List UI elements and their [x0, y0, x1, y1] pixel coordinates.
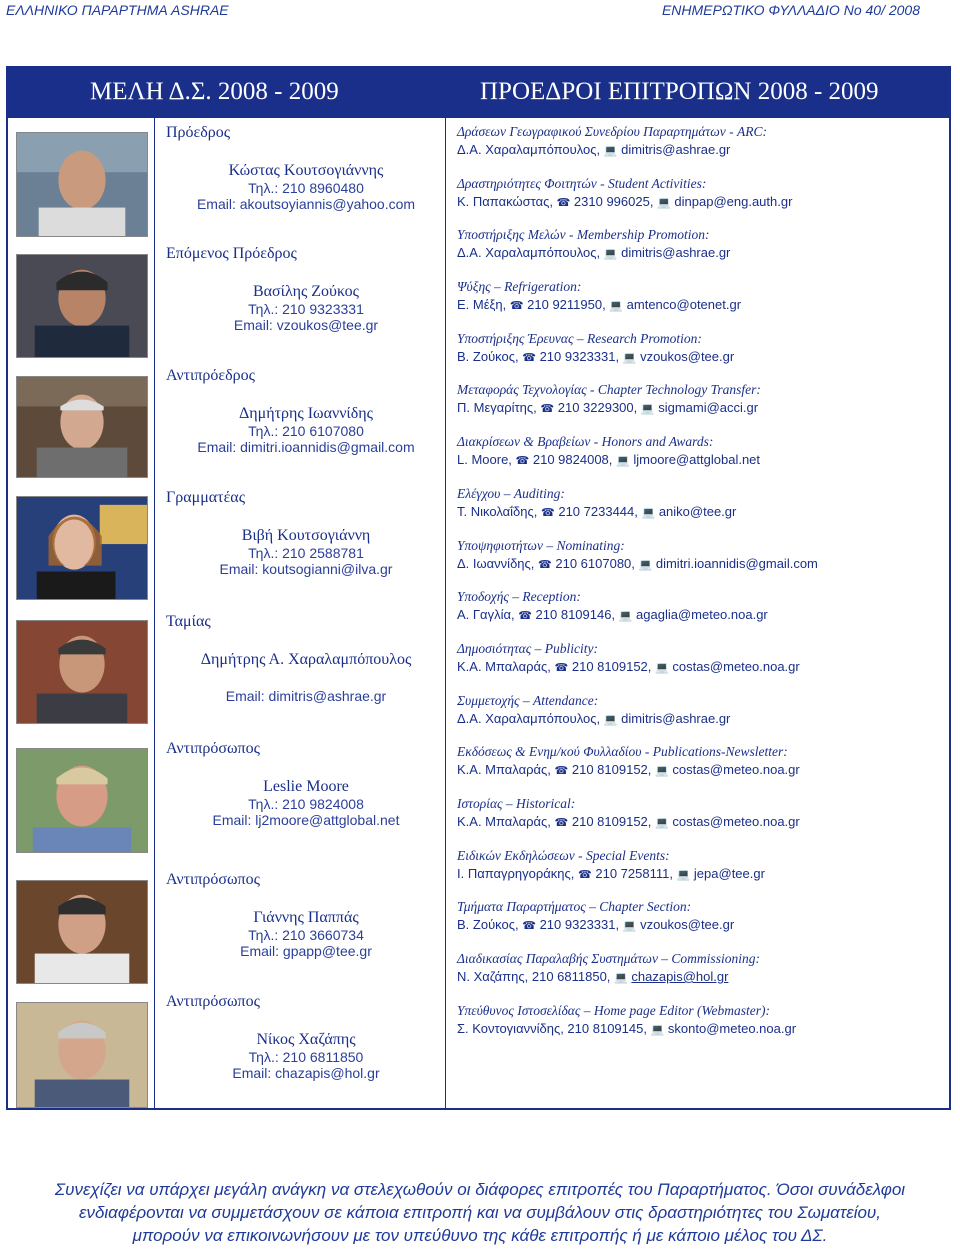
- member-email[interactable]: Email: dimitri.ioannidis@gmail.com: [197, 439, 415, 455]
- committee-email[interactable]: dimitri.ioannidis@gmail.com: [655, 555, 818, 571]
- header-left-text: ΕΛΛΗΝΙΚΟ ΠΑΡΑΡΤΗΜΑ ASHRAE: [6, 2, 229, 18]
- committee-person: Δ.Α. Χαραλαμπόπουλος,: [457, 245, 601, 261]
- footer-note: [0, 1178, 960, 1247]
- member-email[interactable]: Email: akoutsoyiannis@yahoo.com: [196, 196, 416, 212]
- member-phone: Τηλ.: 210 9323331: [248, 301, 364, 317]
- phone-icon: ☎: [509, 299, 524, 313]
- board-title: ΜΕΛΗ Δ.Σ. 2008 - 2009: [90, 78, 339, 105]
- committee-email[interactable]: dimitris@ashrae.gr: [621, 710, 731, 726]
- committee-title: Υποψηφιοτήτων – Nominating:: [457, 537, 625, 553]
- committee-title: Ελέγχου – Auditing:: [457, 485, 565, 501]
- member-name: Βιβή Κουτσογιάννη: [241, 527, 371, 544]
- committee-phone: 210 9323331,: [539, 348, 620, 364]
- committee-item: [457, 589, 947, 641]
- committee-title: Ψύξης – Refrigeration:: [457, 279, 582, 295]
- committee-item: [457, 486, 947, 538]
- computer-icon: 💻: [609, 299, 624, 313]
- committee-title: Υποστήριξης Έρευνας – Research Promotion:: [457, 330, 702, 346]
- computer-icon: 💻: [657, 195, 671, 209]
- phone-icon: ☎: [518, 609, 532, 623]
- committee-title: Υπεύθυνος Ιστοσελίδας – Home page Editor (Webmaster):: [457, 1002, 770, 1018]
- committee-person: Κ. Παπακώστας,: [457, 193, 553, 209]
- computer-icon: 💻: [622, 350, 637, 364]
- computer-icon: 💻: [638, 557, 653, 571]
- committee-phone: 2310 996025,: [573, 193, 654, 209]
- member-photo: [16, 748, 148, 853]
- committee-email[interactable]: jepa@tee.gr: [693, 865, 765, 881]
- committee-column-divider: [445, 118, 446, 1108]
- committee-email[interactable]: ljmoore@attglobal.net: [633, 452, 761, 468]
- phone-icon: ☎: [515, 454, 530, 468]
- footer-line: ενδιαφέρονται να συμμετάσχουν σε κάποια επιτροπή και να συμβάλουν στις δραστηριότητες του Σωματείου,: [78, 1203, 882, 1222]
- committee-person: Κ.Α. Μπαλαράς,: [457, 658, 551, 674]
- member-photo: [16, 496, 148, 600]
- committee-item: [457, 331, 947, 383]
- member-name: Κώστας Κουτσογιάννης: [228, 162, 384, 179]
- computer-icon: 💻: [603, 712, 618, 726]
- phone-icon: ☎: [554, 764, 569, 778]
- committee-title: Ιστορίας – Historical:: [457, 795, 576, 811]
- committee-email[interactable]: aniko@tee.gr: [658, 503, 737, 519]
- member-photo: [16, 620, 148, 724]
- computer-icon: 💻: [655, 764, 669, 778]
- committee-phone: 210 9824008,: [532, 452, 613, 468]
- committee-email[interactable]: dimitris@ashrae.gr: [621, 142, 731, 157]
- computer-icon: 💻: [618, 609, 633, 623]
- committee-phone: 210 8109152,: [571, 658, 652, 674]
- committee-item: [457, 227, 947, 279]
- member-role: Αντιπρόσωπος: [166, 993, 260, 1010]
- committee-email[interactable]: chazapis@hol.gr: [631, 969, 729, 984]
- committee-phone: 210 6107080,: [555, 555, 635, 571]
- member-name: Βασίλης Ζούκος: [252, 283, 360, 300]
- member-role: Πρόεδρος: [166, 124, 231, 141]
- committee-person: Α. Γαγλία,: [457, 607, 515, 623]
- committee-title: Υποδοχής – Reception:: [457, 589, 581, 605]
- committee-title: Ειδικών Εκδηλώσεων - Special Events:: [457, 847, 670, 863]
- committee-person: Κ.Α. Μπαλαράς,: [457, 762, 551, 778]
- committee-person: Β. Ζούκος,: [457, 348, 519, 364]
- committee-person: L. Moore,: [457, 452, 512, 468]
- committee-email[interactable]: costas@meteo.noa.gr: [672, 658, 800, 674]
- committee-item: [457, 279, 947, 331]
- member-photo: [16, 132, 148, 237]
- committee-item: [457, 899, 947, 951]
- phone-icon: ☎: [541, 505, 555, 519]
- committee-phone: 210 7233444,: [558, 503, 638, 519]
- committee-phone: 210 9323331,: [539, 917, 620, 933]
- committee-phone: 210 9211950,: [527, 297, 606, 313]
- computer-icon: 💻: [622, 919, 637, 933]
- member-email[interactable]: Email: dimitris@ashrae.gr: [225, 688, 387, 704]
- title-bar: [8, 68, 949, 118]
- member-phone: Τηλ.: 210 6811850: [248, 1049, 364, 1065]
- committee-email[interactable]: agaglia@meteo.noa.gr: [636, 607, 768, 623]
- committee-person: Ε. Μέξη,: [457, 297, 507, 313]
- member-email[interactable]: Email: lj2moore@attglobal.net: [212, 812, 400, 828]
- committee-title: Συμμετοχής – Attendance:: [457, 692, 599, 708]
- committee-item: [457, 641, 947, 693]
- committee-title: Διαδικασίας Παραλαβής Συστημάτων – Commissioning:: [457, 951, 760, 966]
- member-name: Leslie Moore: [263, 778, 349, 795]
- member-photo: [16, 254, 148, 358]
- computer-icon: 💻: [614, 971, 628, 984]
- committee-email[interactable]: vzoukos@tee.gr: [640, 348, 735, 364]
- committee-item: [457, 1003, 947, 1055]
- phone-icon: ☎: [538, 557, 552, 571]
- committee-item: [457, 176, 947, 228]
- member-photo: [16, 1002, 148, 1108]
- committee-person: Ι. Παπαγρηγοράκης,: [457, 865, 575, 881]
- member-phone: Τηλ.: 210 2588781: [248, 545, 364, 561]
- committee-email[interactable]: vzoukos@tee.gr: [640, 917, 735, 933]
- committee-person: Σ. Κοντογιαννίδης, 210 8109145,: [457, 1020, 647, 1036]
- committee-item: [457, 538, 947, 590]
- content-frame: [6, 66, 951, 1110]
- member-role: Αντιπρόσωπος: [166, 871, 260, 888]
- committee-person: Β. Ζούκος,: [457, 917, 519, 933]
- computer-icon: 💻: [650, 1022, 665, 1036]
- committees-title: ΠΡΟΕΔΡΟΙ ΕΠΙΤΡΟΠΩΝ 2008 - 2009: [480, 78, 879, 105]
- header-right-text: ΕΝΗΜΕΡΩΤΙΚΟ ΦΥΛΛΑΔΙΟ No 40/ 2008: [661, 2, 920, 18]
- committee-person: Κ.Α. Μπαλαράς,: [457, 813, 551, 829]
- phone-icon: ☎: [578, 867, 592, 881]
- computer-icon: 💻: [641, 505, 656, 519]
- committee-title: Διακρίσεων & Βραβείων - Honors and Awards:: [457, 434, 714, 450]
- computer-icon: 💻: [616, 454, 630, 468]
- committee-email[interactable]: sigmami@acci.gr: [658, 400, 759, 416]
- member-phone: Τηλ.: 210 8960480: [248, 180, 364, 196]
- computer-icon: 💻: [603, 144, 618, 157]
- committee-email[interactable]: skonto@meteo.noa.gr: [667, 1020, 797, 1036]
- committee-title: Τμήματα Παραρτήματος – Chapter Section:: [457, 899, 692, 915]
- photo-column-divider: [154, 118, 155, 1108]
- committee-item: [457, 796, 947, 848]
- phone-icon: ☎: [540, 402, 555, 416]
- committee-person: Τ. Νικολαΐδης,: [457, 503, 538, 519]
- phone-icon: ☎: [556, 195, 571, 209]
- member-role: Επόμενος Πρόεδρος: [166, 245, 297, 262]
- committee-email[interactable]: dimitris@ashrae.gr: [621, 245, 731, 261]
- member-name: Γιάννης Παππάς: [253, 909, 359, 926]
- committee-item: [457, 434, 947, 486]
- computer-icon: 💻: [655, 815, 669, 829]
- phone-icon: ☎: [522, 919, 536, 933]
- committee-title: Δραστηριότητες Φοιτητών - Student Activities:: [457, 175, 707, 191]
- committee-title: Δράσεων Γεωγραφικού Συνεδρίου Παραρτημάτων - ARC:: [457, 124, 768, 139]
- member-phone: Τηλ.: 210 3660734: [248, 927, 364, 943]
- committee-phone: 210 3229300,: [557, 400, 638, 416]
- member-role: Γραμματέας: [166, 489, 246, 506]
- member-name: Νίκος Χαζάπης: [256, 1031, 356, 1048]
- computer-icon: 💻: [640, 402, 655, 416]
- member-name: Δημήτρης Α. Χαραλαμπόπουλος: [200, 651, 412, 668]
- committee-person: Δ.Α. Χαραλαμπόπουλος,: [457, 142, 601, 157]
- committee-email[interactable]: amtenco@otenet.gr: [626, 297, 742, 313]
- committee-item: [457, 382, 947, 434]
- phone-icon: ☎: [554, 815, 569, 829]
- committee-email[interactable]: costas@meteo.noa.gr: [672, 813, 800, 829]
- committee-phone: 210 8109146,: [535, 607, 616, 623]
- committee-person: Π. Μεγαρίτης,: [457, 400, 537, 416]
- member-email[interactable]: Email: gpapp@tee.gr: [240, 943, 372, 959]
- member-email[interactable]: Email: chazapis@hol.gr: [232, 1065, 380, 1081]
- member-photo: [16, 376, 148, 478]
- member-phone: Τηλ.: 210 9824008: [248, 796, 364, 812]
- member-role: Ταμίας: [166, 613, 211, 630]
- committee-title: Μεταφοράς Τεχνολογίας - Chapter Technology Transfer:: [457, 382, 761, 398]
- phone-icon: ☎: [522, 350, 536, 364]
- committee-email[interactable]: dinpap@eng.auth.gr: [674, 193, 793, 209]
- footer-line: μπορούν να επικοινωνήσουν με τον υπεύθυνο της κάθε επιτροπής ή με κάποιο μέλος του ΔΣ.: [132, 1226, 828, 1245]
- committee-title: Δημοσιότητας – Publicity:: [457, 640, 598, 656]
- member-role: Αντιπρόσωπος: [166, 740, 260, 757]
- committee-item: [457, 744, 947, 796]
- member-email[interactable]: Email: koutsogianni@ilva.gr: [219, 561, 393, 577]
- committee-phone: 210 7258111,: [595, 865, 673, 881]
- committee-email[interactable]: costas@meteo.noa.gr: [672, 762, 800, 778]
- member-photo: [16, 880, 148, 984]
- committee-list: [457, 124, 947, 1054]
- committee-person: Ν. Χαζάπης, 210 6811850,: [457, 969, 611, 984]
- member-name: Δημήτρης Ιωαννίδης: [239, 405, 373, 422]
- committee-item: [457, 848, 947, 900]
- phone-icon: ☎: [554, 660, 569, 674]
- computer-icon: 💻: [603, 247, 618, 261]
- footer-line: Συνεχίζει να υπάρχει μεγάλη ανάγκη να στελεχωθούν οι διάφορες επιτροπές του Παραρτήματος. Όσοι συνάδελφοι: [54, 1180, 906, 1199]
- committee-item: [457, 124, 947, 176]
- member-phone: [166, 669, 446, 688]
- committee-phone: 210 8109152,: [571, 813, 652, 829]
- member-role: Αντιπρόεδρος: [166, 367, 255, 384]
- computer-icon: 💻: [655, 660, 669, 674]
- member-phone: Τηλ.: 210 6107080: [248, 423, 364, 439]
- committee-item: [457, 693, 947, 745]
- member-email[interactable]: Email: vzoukos@tee.gr: [233, 317, 379, 333]
- committee-person: Δ. Ιωαννίδης,: [457, 555, 535, 571]
- committee-title: Εκδόσεως & Ενημ/κού Φυλλαδίου - Publications-Newsletter:: [457, 744, 788, 760]
- committee-item: [457, 951, 947, 1003]
- committee-phone: 210 8109152,: [571, 762, 652, 778]
- committee-title: Υποστήριξης Μελών - Membership Promotion:: [457, 227, 710, 243]
- committee-person: Δ.Α. Χαραλαμπόπουλος,: [457, 710, 601, 726]
- computer-icon: 💻: [676, 867, 691, 881]
